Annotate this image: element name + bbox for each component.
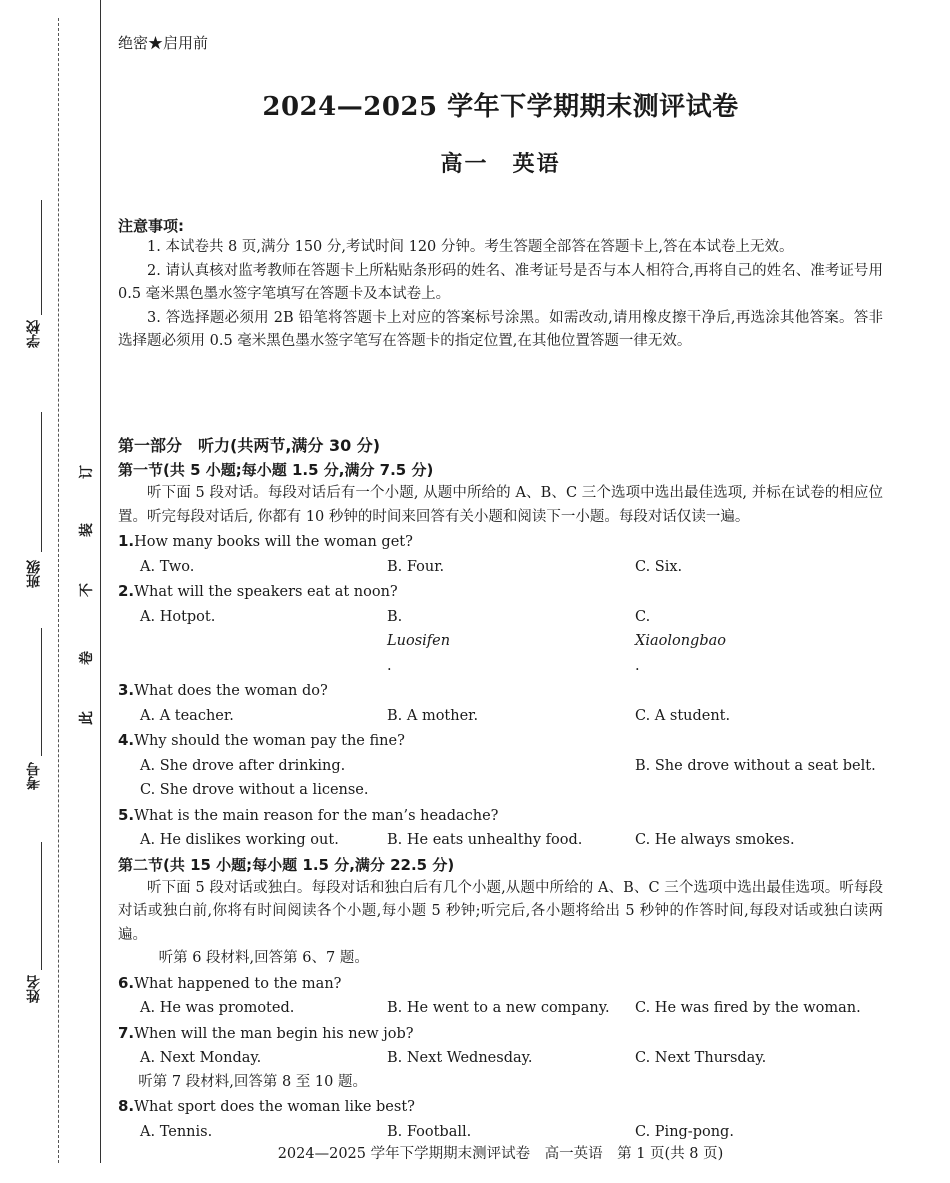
option-b: B. He went to a new company. bbox=[387, 1000, 610, 1016]
option-c: C. He was fired by the woman. bbox=[635, 1000, 861, 1016]
notice-item: 2. 请认真核对监考教师在答题卡上所粘贴条形码的姓名、准考证号是否与本人相符合,再将自己的姓名、准考证号用 0.5 毫米黑色墨水签字笔填写在答题卡及本试卷上。 bbox=[118, 262, 883, 302]
seal-char-5: 此 bbox=[79, 711, 95, 725]
section-two-heading: 第二节(共 15 小题;每小题 1.5 分,满分 22.5 分) bbox=[118, 855, 455, 874]
side-field-class: 班级 bbox=[26, 560, 42, 588]
seal-char-4: 卷 bbox=[79, 651, 95, 665]
section-one-instructions: 听下面 5 段对话。每段对话后有一个小题, 从题中所给的 A、B、C 三个选项中选出最佳选项, 并标在试卷的相应位置。听完每段对话后, 你都有 10 秒钟的时间来回答有关小题和阅读下一小题。每段对话仅读一遍。 bbox=[118, 485, 883, 525]
section-two-instructions: 听下面 5 段对话或独白。每段对话和独白后有几个小题,从题中所给的 A、B、C 三个选项中选出最佳选项。听每段对话或独白前,你将有时间阅读各个小题,每小题 5 秒钟;听完后,各小题将给出 5 秒钟的作答时间,每段对话或独白读两遍。 bbox=[118, 879, 883, 943]
options-row bbox=[118, 704, 883, 729]
option-a: A. She drove after drinking. bbox=[140, 757, 346, 774]
option-a: A. A teacher. bbox=[140, 707, 234, 724]
exam-number-blank-line bbox=[41, 628, 42, 756]
question: 6.What happened to the man? bbox=[118, 973, 342, 992]
side-field-school: 学校 bbox=[26, 320, 42, 348]
option-b: B. She drove without a seat belt. bbox=[635, 757, 876, 774]
option-b: B. A mother. bbox=[387, 707, 479, 724]
option-c: C. Six. bbox=[635, 558, 683, 575]
option-a: A. Two. bbox=[140, 558, 195, 575]
page-subtitle: 高一 英语 bbox=[440, 151, 561, 177]
seal-char-3: 不 bbox=[79, 583, 95, 597]
side-field-name: 姓名 bbox=[26, 975, 42, 1003]
option-b: B. Football. bbox=[387, 1123, 472, 1140]
options-row bbox=[118, 778, 883, 803]
options-row bbox=[118, 1120, 883, 1145]
option-a: A. He dislikes working out. bbox=[140, 832, 339, 848]
confidential-mark: 绝密★启用前 bbox=[118, 34, 209, 52]
option-a: A. Next Monday. bbox=[140, 1050, 262, 1066]
option-c: C. Xiaolongbao . bbox=[635, 608, 726, 674]
option-c: C. Next Thursday. bbox=[635, 1050, 767, 1066]
question: 8.What sport does the woman like best? bbox=[118, 1097, 415, 1115]
options-row bbox=[118, 828, 883, 853]
name-blank-line bbox=[41, 842, 42, 970]
part-one bbox=[118, 434, 883, 1144]
option-c: C. She drove without a license. bbox=[140, 782, 369, 798]
school-blank-line bbox=[41, 200, 42, 315]
options-row bbox=[118, 996, 883, 1021]
seal-char-1: 订 bbox=[79, 465, 95, 479]
option-c: C. Ping-pong. bbox=[635, 1123, 734, 1140]
question: 1.How many books will the woman get? bbox=[118, 532, 413, 550]
question: 2.What will the speakers eat at noon? bbox=[118, 582, 398, 600]
fold-dashed-line bbox=[58, 18, 59, 1163]
seal-char-2: 装 bbox=[79, 523, 95, 537]
option-c: C. He always smokes. bbox=[635, 832, 795, 848]
question: 7.When will the man begin his new job? bbox=[118, 1023, 414, 1042]
options-row bbox=[118, 1046, 883, 1071]
notice-section bbox=[118, 215, 883, 354]
option-b: B. Four. bbox=[387, 558, 445, 575]
option-b: B. He eats unhealthy food. bbox=[387, 832, 583, 848]
class-blank-line bbox=[41, 412, 42, 552]
options-row bbox=[118, 555, 883, 580]
question: 5.What is the main reason for the man’s headache? bbox=[118, 805, 499, 824]
material-note: 听第 7 段材料,回答第 8 至 10 题。 bbox=[138, 1073, 367, 1090]
material-note: 听第 6 段材料,回答第 6、7 题。 bbox=[158, 950, 369, 966]
notice-item: 3. 答选择题必须用 2B 铅笔将答题卡上对应的答案标号涂黑。如需改动,请用橡皮擦干净后,再选涂其他答案。答非选择题必须用 0.5 毫米黑色墨水签字笔写在答题卡的指定位置,在其他位置答题一律无效。 bbox=[118, 309, 883, 349]
option-b: B. Luosifen . bbox=[387, 608, 451, 674]
option-a: A. Tennis. bbox=[140, 1123, 213, 1140]
page-footer: 2024—2025 学年下学期期末测评试卷 高一英语 第 1 页(共 8 页) bbox=[277, 1146, 724, 1162]
margin-solid-line bbox=[100, 0, 101, 1163]
page-title: 2024—2025 学年下学期期末测评试卷 bbox=[262, 92, 739, 122]
question: 3.What does the woman do? bbox=[118, 681, 328, 699]
option-a: A. Hotpot. bbox=[140, 608, 216, 625]
question: 4.Why should the woman pay the fine? bbox=[118, 731, 405, 749]
part-heading: 第一部分 听力(共两节,满分 30 分) bbox=[118, 436, 381, 455]
side-field-exam-number: 考号 bbox=[26, 762, 42, 790]
section-one-heading: 第一节(共 5 小题;每小题 1.5 分,满分 7.5 分) bbox=[118, 461, 434, 479]
notice-heading: 注意事项: bbox=[118, 217, 184, 235]
option-c: C. A student. bbox=[635, 707, 731, 724]
option-a: A. He was promoted. bbox=[140, 1000, 295, 1016]
notice-item: 1. 本试卷共 8 页,满分 150 分,考试时间 120 分钟。考生答题全部答在答题卡上,答在本试卷上无效。 bbox=[147, 239, 794, 255]
options-row bbox=[118, 754, 883, 779]
option-b: B. Next Wednesday. bbox=[387, 1050, 533, 1066]
options-row bbox=[118, 605, 883, 679]
